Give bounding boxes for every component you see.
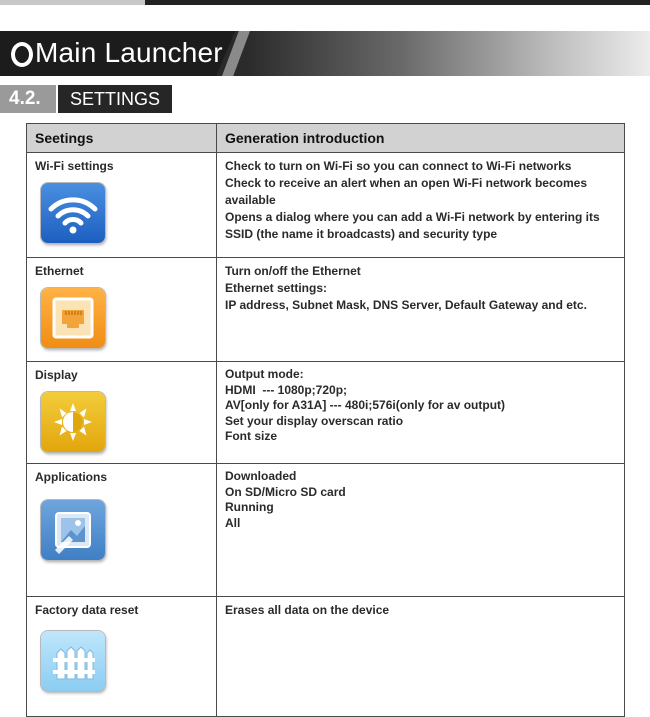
settings-table — [26, 123, 625, 717]
table-row — [27, 153, 625, 258]
description-cell — [217, 258, 625, 362]
column-header-introduction: Generation introduction — [217, 124, 625, 153]
setting-name: Applications — [35, 470, 108, 484]
section-title: SETTINGS — [58, 85, 172, 113]
description-cell — [217, 597, 625, 717]
banner-title: Main Launcher — [35, 37, 223, 68]
description-line: Output mode: — [225, 367, 304, 381]
applications-icon — [41, 500, 105, 560]
chapter-banner — [0, 31, 650, 76]
display-icon — [41, 392, 105, 452]
description-line: AV[only for A31A] --- 480i;576i(only for av output) — [225, 398, 506, 412]
description-line: HDMI --- 1080p;720p; — [225, 382, 348, 397]
description-line: Opens a dialog where you can add a Wi-Fi network by entering its — [225, 210, 600, 224]
description-line: Font size — [225, 429, 278, 443]
description-line: Erases all data on the device — [225, 603, 390, 617]
setting-name: Ethernet — [35, 264, 84, 278]
description-cell — [217, 464, 625, 597]
top-rule-accent — [0, 0, 145, 5]
ethernet-icon — [41, 288, 105, 348]
description-cell — [217, 153, 625, 258]
description-line: All — [225, 515, 241, 530]
description-cell — [217, 362, 625, 464]
setting-cell — [27, 258, 217, 362]
description-line: Check to receive an alert when an open Wi-Fi network becomes — [225, 176, 587, 190]
setting-name: Wi-Fi settings — [35, 159, 114, 173]
setting-name: Factory data reset — [35, 603, 139, 617]
table-row — [27, 464, 625, 597]
description-line: Running — [225, 500, 274, 514]
setting-name: Display — [35, 368, 78, 382]
description-line: SSID (the name it broadcasts) and security type — [225, 227, 498, 241]
setting-cell — [27, 464, 217, 597]
description-line: available — [225, 193, 276, 207]
table-header-row — [27, 124, 625, 153]
column-header-settings: Seetings — [27, 124, 217, 153]
description-line: IP address, Subnet Mask, DNS Server, Default Gateway and etc. — [225, 298, 587, 312]
description-line: On SD/Micro SD card — [225, 484, 346, 499]
table-row — [27, 597, 625, 717]
description-line: Turn on/off the Ethernet — [225, 264, 361, 278]
table-row — [27, 362, 625, 464]
section-number: 4.2. — [0, 85, 56, 113]
description-line: Set your display overscan ratio — [225, 413, 404, 428]
description-line: Ethernet settings: — [225, 281, 328, 295]
wifi-icon — [41, 183, 105, 243]
factory-reset-icon — [41, 631, 105, 691]
setting-cell — [27, 597, 217, 717]
top-rule — [0, 0, 650, 5]
description-line: Check to turn on Wi-Fi so you can connect to Wi-Fi networks — [225, 159, 572, 173]
description-line: Downloaded — [225, 469, 297, 483]
circle-icon — [11, 42, 33, 67]
table-row — [27, 258, 625, 362]
setting-cell — [27, 362, 217, 464]
setting-cell — [27, 153, 217, 258]
